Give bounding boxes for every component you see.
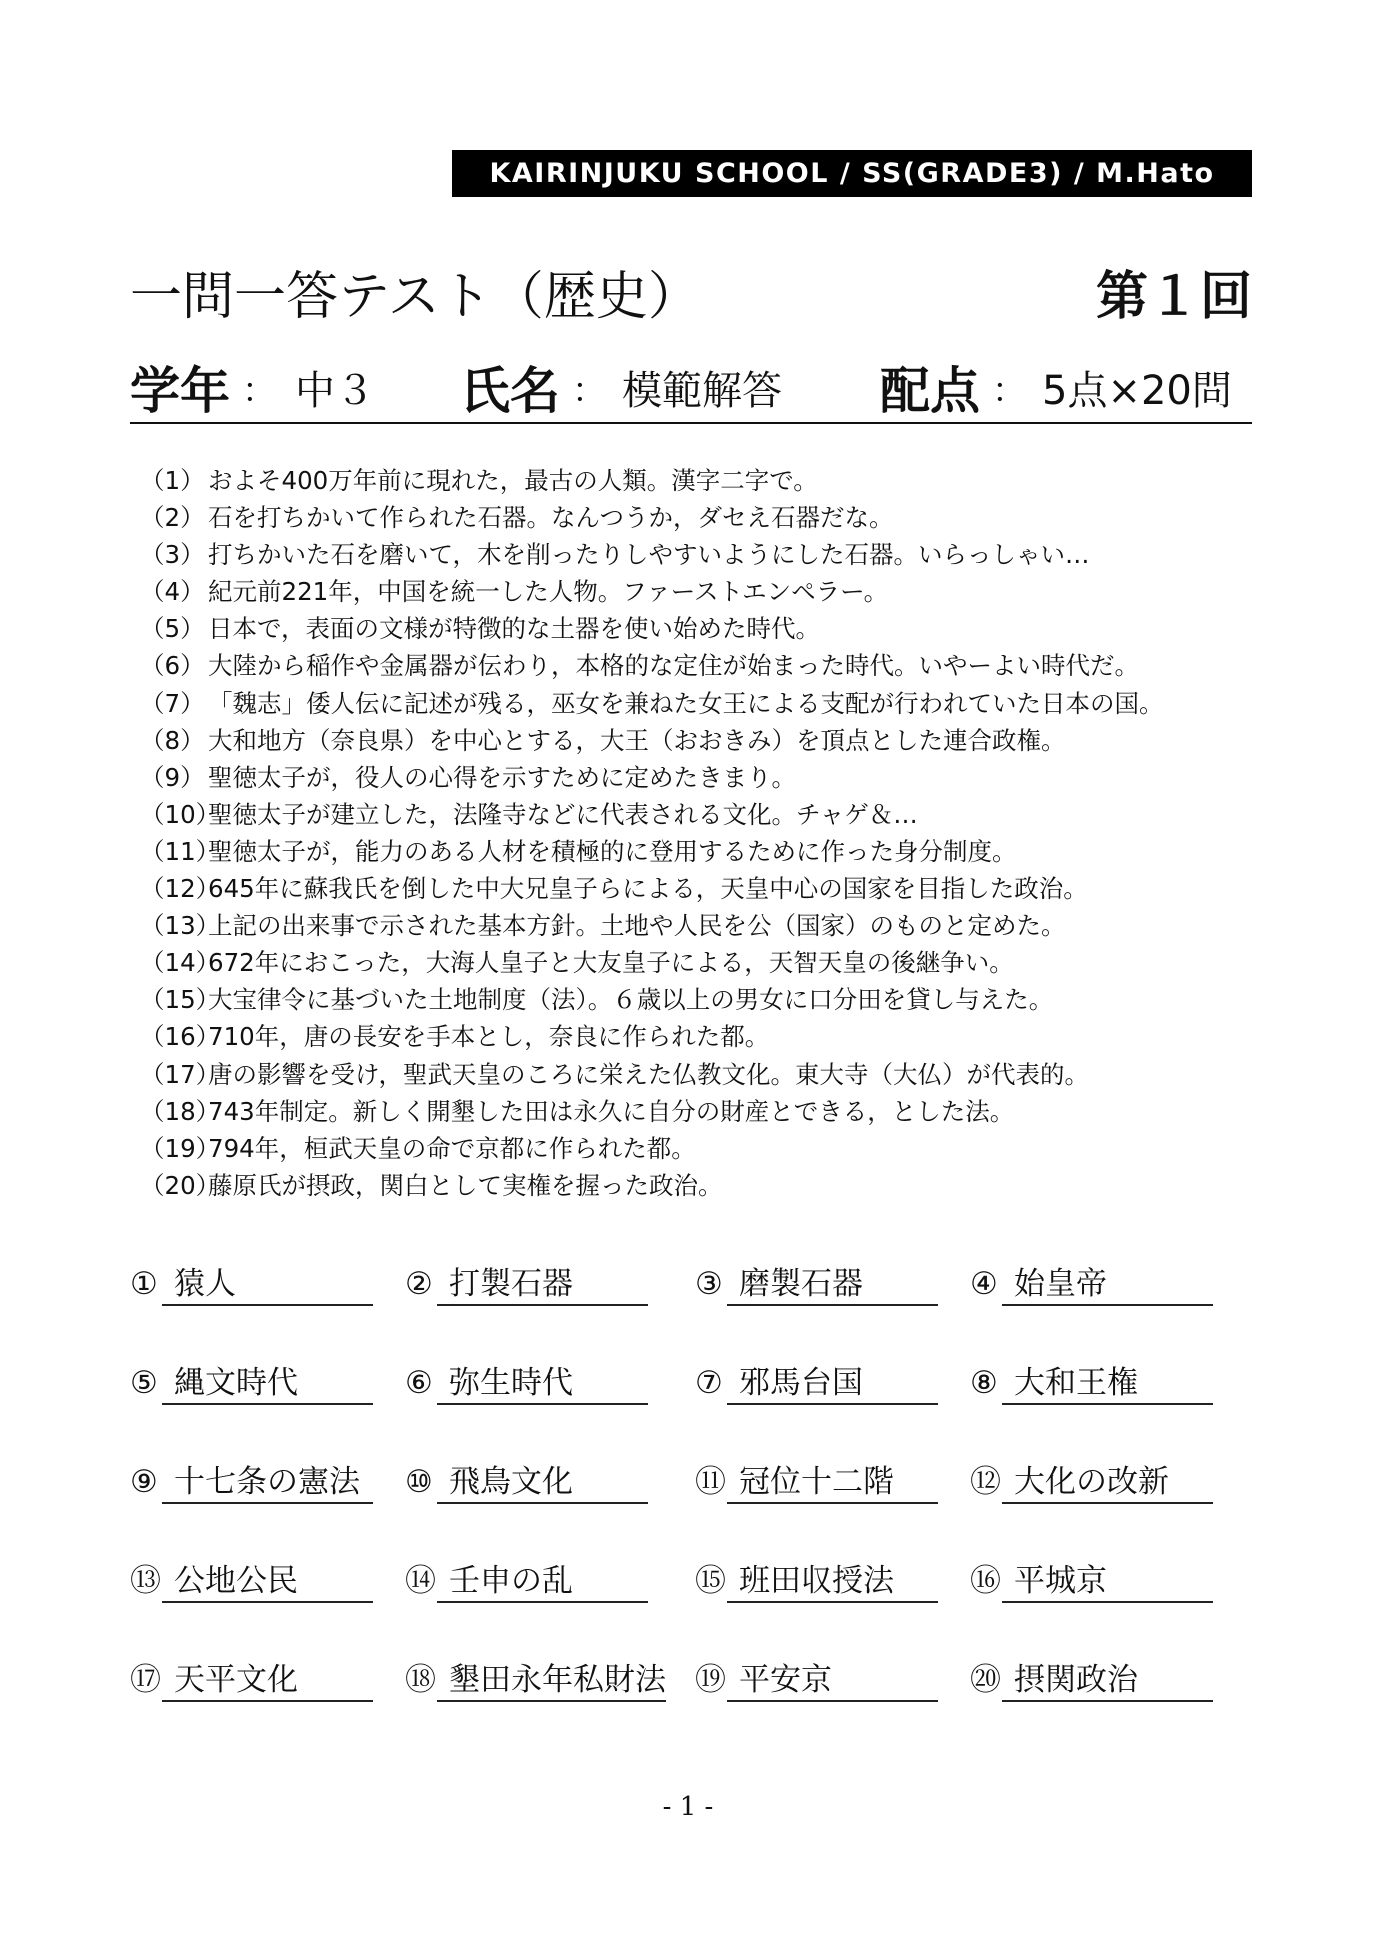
answer-row	[130, 1658, 1270, 1708]
answer-underline	[437, 1601, 648, 1603]
question-item	[140, 759, 1260, 796]
question-text: 日本で，表面の文様が特徴的な土器を使い始めた時代。	[208, 614, 821, 644]
answer-number: ⑤	[130, 1365, 158, 1401]
answer-row	[130, 1559, 1270, 1609]
question-number: （4）	[140, 577, 205, 607]
question-item	[140, 1093, 1260, 1130]
answer-underline	[437, 1700, 666, 1702]
answer-text: 公地公民	[174, 1563, 298, 1599]
answer-text: 邪馬台国	[739, 1365, 863, 1401]
question-text: 聖徳太子が，役人の心得を示すために定めたきまり。	[208, 762, 796, 792]
question-text: 藤原氏が摂政，関白として実権を握った政治。	[208, 1170, 723, 1200]
question-text: 710年，唐の長安を手本とし，奈良に作られた都。	[208, 1022, 770, 1052]
question-text: 大宝律令に基づいた土地制度（法）。６歳以上の男女に口分田を貸し与えた。	[208, 985, 1054, 1015]
question-number: （19）	[140, 1133, 221, 1163]
answer-underline	[1002, 1502, 1213, 1504]
answer-number: ⑰	[130, 1662, 161, 1698]
answer-row	[130, 1460, 1270, 1510]
answer-number: ②	[405, 1266, 433, 1302]
name-colon: ：	[572, 371, 606, 411]
answer-text: 壬申の乱	[449, 1563, 573, 1599]
answer-number: ⑫	[970, 1464, 1001, 1500]
question-item	[140, 536, 1260, 573]
question-text: 聖徳太子が建立した，法隆寺などに代表される文化。チャゲ＆…	[208, 799, 918, 829]
question-list	[140, 462, 1260, 1204]
question-item	[140, 981, 1260, 1018]
page-number: - 1 -	[662, 1792, 714, 1822]
answer-underline	[1002, 1700, 1213, 1702]
answer-number: ⑯	[970, 1563, 1001, 1599]
question-text: 672年におこった，大海人皇子と大友皇子による，天智天皇の後継争い。	[208, 948, 1014, 978]
grade-colon: ：	[242, 371, 276, 411]
answer-underline	[727, 1403, 938, 1405]
answer-text: 十七条の憲法	[174, 1464, 360, 1500]
answer-text: 平安京	[739, 1662, 832, 1698]
answer-underline	[162, 1700, 373, 1702]
test-title: 一問一答テスト（歴史）	[130, 267, 700, 327]
question-text: 743年制定。新しく開墾した田は永久に自分の財産とできる，とした法。	[208, 1096, 1015, 1126]
question-number: （1）	[140, 466, 205, 495]
question-item	[140, 907, 1260, 944]
question-item	[140, 870, 1260, 907]
question-text: 大和地方（奈良県）を中心とする，大王（おおきみ）を頂点とした連合政権。	[208, 725, 1066, 755]
question-number: （18）	[140, 1096, 221, 1126]
answer-text: 天平文化	[174, 1662, 298, 1698]
question-text: 紀元前221年，中国を統一した人物。ファーストエンペラー。	[208, 577, 889, 607]
question-item	[140, 499, 1260, 536]
answer-text: 猿人	[174, 1266, 236, 1302]
answer-text: 飛鳥文化	[449, 1464, 573, 1500]
question-number: （14）	[140, 948, 221, 978]
question-item	[140, 833, 1260, 870]
answer-underline	[727, 1700, 938, 1702]
score-value: 5点×20問	[1042, 368, 1232, 414]
question-number: （9）	[140, 762, 205, 792]
question-number: （3）	[140, 540, 205, 570]
question-number: （2）	[140, 503, 205, 533]
answer-number: ⑭	[405, 1563, 436, 1599]
question-item	[140, 796, 1260, 833]
answer-row	[130, 1262, 1270, 1312]
school-banner-text: KAIRINJUKU SCHOOL / SS(GRADE3) / M.Hato	[489, 158, 1215, 189]
answer-underline	[162, 1403, 373, 1405]
question-number: （8）	[140, 725, 205, 755]
answer-underline	[437, 1502, 648, 1504]
answer-underline	[1002, 1403, 1213, 1405]
answer-number: ⑲	[695, 1662, 726, 1698]
answer-text: 冠位十二階	[739, 1464, 894, 1500]
question-item	[140, 1167, 1260, 1204]
question-number: （7）	[140, 688, 205, 718]
title-row	[130, 262, 1252, 332]
answer-underline	[1002, 1304, 1213, 1306]
question-text: 聖徳太子が，能力のある人材を積極的に登用するために作った身分制度。	[208, 836, 1017, 866]
question-text: 唐の影響を受け，聖武天皇のころに栄えた仏教文化。東大寺（大仏）が代表的。	[208, 1059, 1090, 1089]
answer-text: 班田収授法	[739, 1563, 894, 1599]
question-text: 794年，桓武天皇の命で京都に作られた都。	[208, 1133, 696, 1163]
answer-text: 始皇帝	[1014, 1266, 1107, 1302]
question-text: 645年に蘇我氏を倒した中大兄皇子らによる，天皇中心の国家を目指した政治。	[208, 874, 1088, 904]
info-underline	[130, 422, 1252, 424]
answer-underline	[162, 1601, 373, 1603]
question-item	[140, 610, 1260, 647]
question-text: 「魏志」倭人伝に記述が残る，巫女を兼ねた女王による支配が行われていた日本の国。	[208, 688, 1164, 718]
answer-text: 大和王権	[1014, 1365, 1138, 1401]
question-item	[140, 685, 1260, 722]
answer-number: ⑳	[970, 1662, 1001, 1698]
answer-text: 弥生時代	[449, 1365, 573, 1401]
grade-value: 中３	[295, 368, 375, 414]
question-text: およそ400万年前に現れた，最古の人類。漢字二字で。	[208, 466, 818, 495]
answer-number: ⑱	[405, 1662, 436, 1698]
answer-number: ⑦	[695, 1365, 723, 1401]
answer-row	[130, 1361, 1270, 1411]
question-item	[140, 944, 1260, 981]
answer-text: 磨製石器	[739, 1266, 863, 1302]
question-number: （15）	[140, 985, 221, 1015]
answer-underline	[162, 1502, 373, 1504]
student-info-row	[130, 360, 1252, 422]
question-item	[140, 462, 1260, 499]
answer-number: ⑨	[130, 1464, 158, 1500]
question-number: （10）	[140, 799, 221, 829]
question-item	[140, 647, 1260, 684]
test-round: 第１回	[1095, 267, 1252, 327]
answer-text: 打製石器	[449, 1266, 573, 1302]
question-item	[140, 573, 1260, 610]
answer-underline	[727, 1601, 938, 1603]
question-text: 大陸から稲作や金属器が伝わり，本格的な定住が始まった時代。いやーよい時代だ。	[208, 651, 1139, 681]
answer-number: ⑮	[695, 1563, 726, 1599]
question-number: （20）	[140, 1170, 221, 1200]
answer-number: ⑩	[405, 1464, 433, 1500]
answer-text: 摂関政治	[1014, 1662, 1138, 1698]
score-colon: ：	[992, 371, 1026, 411]
answer-text: 墾田永年私財法	[449, 1662, 666, 1698]
answer-underline	[162, 1304, 373, 1306]
question-number: （6）	[140, 651, 205, 681]
answer-underline	[1002, 1601, 1213, 1603]
answer-number: ⑧	[970, 1365, 998, 1401]
answer-number: ④	[970, 1266, 998, 1302]
question-number: （13）	[140, 911, 221, 941]
question-item	[140, 1056, 1260, 1093]
question-number: （11）	[140, 836, 221, 866]
question-text: 上記の出来事で示された基本方針。土地や人民を公（国家）のものと定めた。	[208, 911, 1066, 941]
answer-number: ⑬	[130, 1563, 161, 1599]
score-label: 配点	[880, 362, 980, 420]
question-number: （12）	[140, 874, 221, 904]
question-number: （16）	[140, 1022, 221, 1052]
answer-number: ③	[695, 1266, 723, 1302]
answer-underline	[437, 1304, 648, 1306]
question-item	[140, 1018, 1260, 1055]
answer-underline	[727, 1502, 938, 1504]
question-number: （5）	[140, 614, 205, 644]
grade-label: 学年	[130, 362, 230, 420]
question-item	[140, 722, 1260, 759]
answer-text: 大化の改新	[1014, 1464, 1169, 1500]
name-value: 模範解答	[622, 368, 782, 414]
name-label: 氏名	[460, 362, 560, 420]
question-text: 打ちかいた石を磨いて，木を削ったりしやすいようにした石器。いらっしゃい…	[208, 540, 1090, 570]
school-banner	[452, 150, 1252, 197]
answer-number: ⑥	[405, 1365, 433, 1401]
answer-text: 縄文時代	[174, 1365, 298, 1401]
answer-number: ①	[130, 1266, 158, 1302]
answer-underline	[437, 1403, 648, 1405]
answer-underline	[727, 1304, 938, 1306]
answer-number: ⑪	[695, 1464, 726, 1500]
question-item	[140, 1130, 1260, 1167]
answer-text: 平城京	[1014, 1563, 1107, 1599]
question-text: 石を打ちかいて作られた石器。なんつうか，ダセえ石器だな。	[208, 503, 894, 533]
question-number: （17）	[140, 1059, 221, 1089]
